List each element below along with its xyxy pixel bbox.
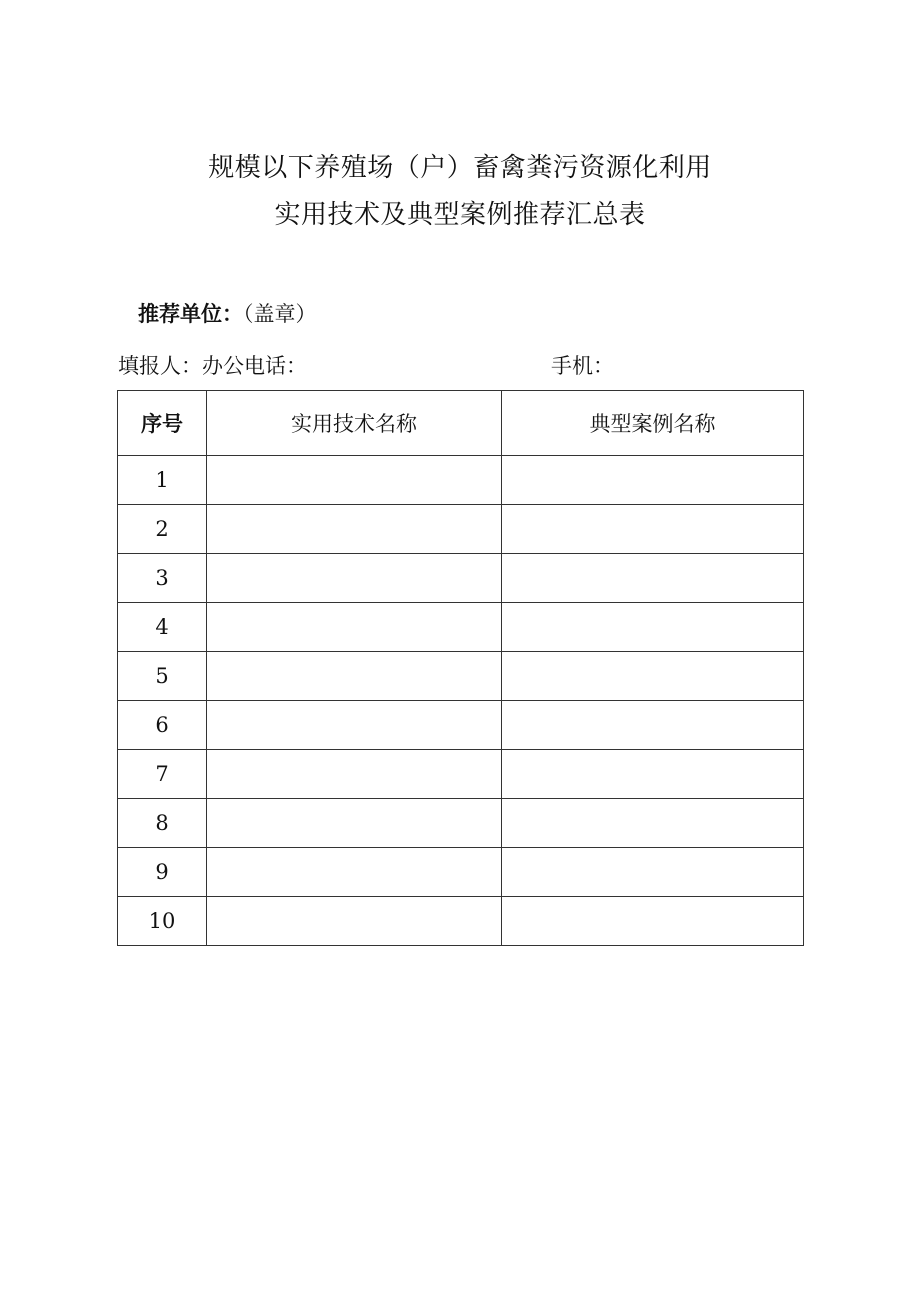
technology-name-cell: [207, 505, 502, 554]
technology-name-cell: [207, 848, 502, 897]
row-number: 10: [118, 897, 207, 946]
table-row: [118, 603, 804, 652]
row-number: 9: [118, 848, 207, 897]
case-name-cell: [502, 505, 804, 554]
header-case-name: 典型案例名称: [502, 391, 804, 456]
case-name-cell: [502, 848, 804, 897]
case-name-cell: [502, 799, 804, 848]
row-number: 5: [118, 652, 207, 701]
recommend-unit-line: [138, 296, 317, 332]
case-name-cell: [502, 652, 804, 701]
case-name-cell: [502, 554, 804, 603]
row-number: 6: [118, 701, 207, 750]
row-number: 2: [118, 505, 207, 554]
row-number: 7: [118, 750, 207, 799]
table-row: [118, 456, 804, 505]
summary-table: [117, 390, 804, 946]
table-row: [118, 799, 804, 848]
technology-name-cell: [207, 701, 502, 750]
technology-name-cell: [207, 603, 502, 652]
stamp-note: （盖章）: [243, 302, 317, 326]
case-name-cell: [502, 750, 804, 799]
technology-name-cell: [207, 897, 502, 946]
filler-label: 填报人：办公电话：: [118, 354, 307, 378]
technology-name-cell: [207, 652, 502, 701]
row-number: 3: [118, 554, 207, 603]
case-name-cell: [502, 897, 804, 946]
technology-name-cell: [207, 750, 502, 799]
table-row: [118, 750, 804, 799]
table-row: [118, 897, 804, 946]
document-title-line2: 实用技术及典型案例推荐汇总表: [274, 200, 646, 230]
row-number: 4: [118, 603, 207, 652]
case-name-cell: [502, 456, 804, 505]
header-serial-number: 序号: [118, 391, 207, 456]
row-number: 8: [118, 799, 207, 848]
table-row: [118, 652, 804, 701]
technology-name-cell: [207, 456, 502, 505]
header-technology-name: 实用技术名称: [207, 391, 502, 456]
table-header-row: [118, 391, 804, 456]
table-row: [118, 848, 804, 897]
technology-name-cell: [207, 554, 502, 603]
technology-name-cell: [207, 799, 502, 848]
case-name-cell: [502, 603, 804, 652]
filler-info-line: [118, 348, 802, 384]
row-number: 1: [118, 456, 207, 505]
table-row: [118, 701, 804, 750]
mobile-label: 手机：: [551, 354, 614, 378]
case-name-cell: [502, 701, 804, 750]
document-title-line1: 规模以下养殖场（户）畜禽粪污资源化利用: [208, 153, 712, 183]
table-row: [118, 505, 804, 554]
table-row: [118, 554, 804, 603]
recommend-unit-label: 推荐单位：: [138, 301, 243, 326]
